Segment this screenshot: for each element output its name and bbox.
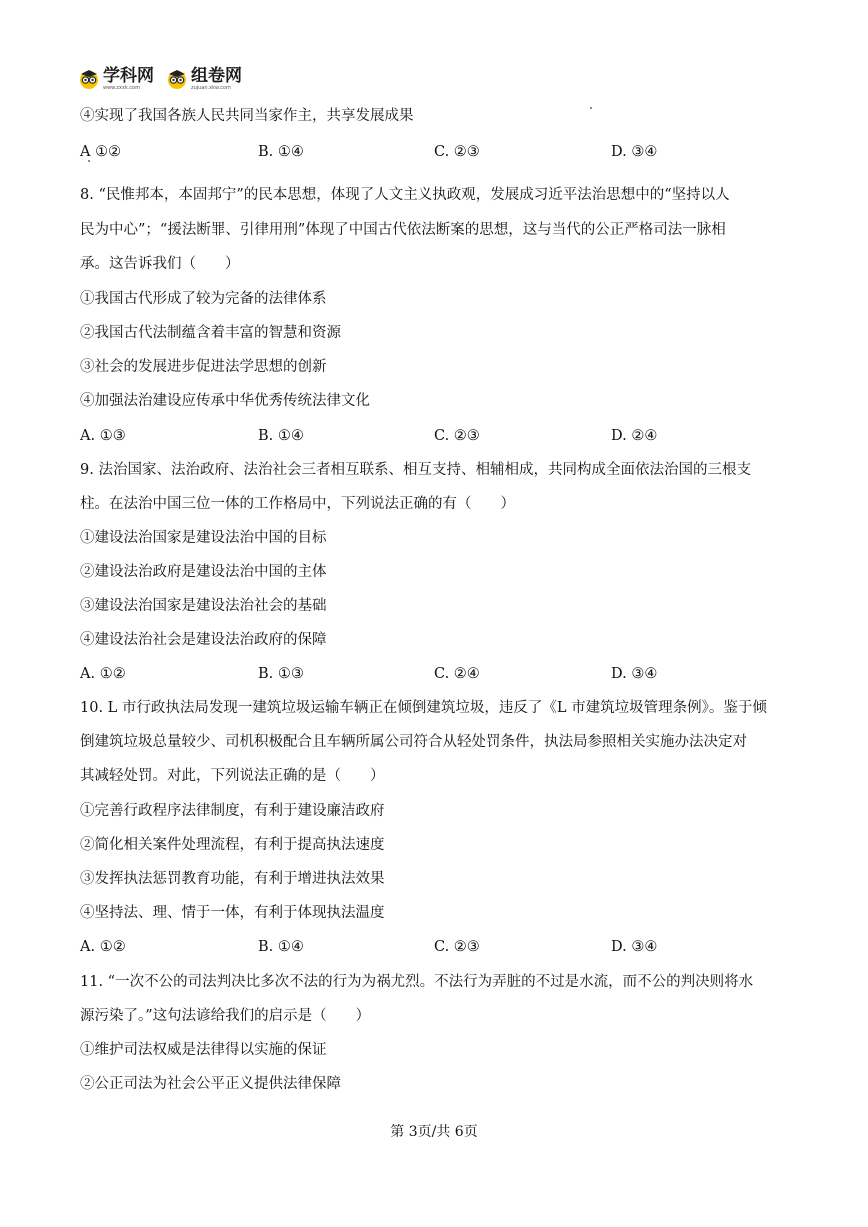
q11-stem-line-1: 11. “一次不公的司法判决比多次不法的行为为祸尤烈。不法行为弄脏的不过是水流，而不公的判决则将水	[80, 974, 754, 990]
q8-stem-line-1: 8. “民惟邦本，本固邦宁”的民本思想，体现了人文主义执政观，发展成习近平法治思想中的“坚持以人	[80, 187, 730, 203]
q10-option-d[interactable]: D. ③④	[611, 939, 658, 955]
q9-option-b[interactable]: B. ①③	[258, 666, 304, 682]
q8-statement-3: ③社会的发展进步促进法学思想的创新	[80, 359, 327, 375]
q8-option-d[interactable]: D. ②④	[611, 428, 658, 444]
q9-stem-line-1: 9. 法治国家、法治政府、法治社会三者相互联系、相互支持、相辅相成，共同构成全面依法治国的三根支	[80, 462, 751, 478]
q10-option-c[interactable]: C. ②③	[434, 939, 480, 955]
q7-option-c[interactable]: C. ②③	[434, 144, 480, 160]
q8-option-b[interactable]: B. ①④	[258, 428, 304, 444]
stray-dot	[590, 107, 592, 109]
q7-option-d[interactable]: D. ③④	[611, 144, 658, 160]
q7-statement-4: ④实现了我国各族人民共同当家作主，共享发展成果	[80, 108, 414, 124]
logo-xuekewang[interactable]	[78, 65, 154, 91]
q9-statement-3: ③建设法治国家是建设法治社会的基础	[80, 598, 327, 614]
q9-option-c[interactable]: C. ②④	[434, 666, 480, 682]
q11-statement-1: ①维护司法权威是法律得以实施的保证	[80, 1042, 327, 1058]
q10-stem-line-3: 其减轻处罚。对此，下列说法正确的是（ ）	[80, 768, 385, 784]
q8-statement-2: ②我国古代法制蕴含着丰富的智慧和资源	[80, 325, 341, 341]
logo2-name: 组卷网	[191, 65, 242, 86]
q10-stem-line-1: 10. L 市行政执法局发现一建筑垃圾运输车辆正在倾倒建筑垃圾，违反了《L 市建筑垃圾管理条例》。鉴于倾	[80, 700, 767, 716]
logo1-name: 学科网	[103, 65, 154, 86]
q8-stem-line-3: 承。这告诉我们（ ）	[80, 256, 240, 272]
logo-zujuanwang[interactable]	[166, 65, 242, 91]
q10-option-b[interactable]: B. ①④	[258, 939, 304, 955]
q8-statement-1: ①我国古代形成了较为完备的法律体系	[80, 291, 327, 307]
q9-statement-2: ②建设法治政府是建设法治中国的主体	[80, 564, 327, 580]
q7-option-a[interactable]: A ①②	[80, 144, 122, 160]
q8-statement-4: ④加强法治建设应传承中华优秀传统法律文化	[80, 393, 370, 409]
q9-statement-4: ④建设法治社会是建设法治政府的保障	[80, 632, 327, 648]
q10-statement-2: ②简化相关案件处理流程，有利于提高执法速度	[80, 837, 385, 853]
q8-stem-line-2: 民为中心”；“援法断罪、引律用刑”体现了中国古代依法断案的思想，这与当代的公正严格司法一脉相	[80, 222, 726, 238]
q8-option-c[interactable]: C. ②③	[434, 428, 480, 444]
q10-statement-4: ④坚持法、理、情于一体，有利于体现执法温度	[80, 905, 385, 921]
q10-option-a[interactable]: A. ①②	[80, 939, 126, 955]
q9-statement-1: ①建设法治国家是建设法治中国的目标	[80, 530, 327, 546]
owl-logo-icon	[166, 68, 188, 90]
q9-option-d[interactable]: D. ③④	[611, 666, 658, 682]
header-logos	[78, 64, 242, 94]
q10-statement-1: ①完善行政程序法律制度，有利于建设廉洁政府	[80, 803, 385, 819]
q10-statement-3: ③发挥执法惩罚教育功能，有利于增进执法效果	[80, 871, 385, 887]
owl-logo-icon	[78, 68, 100, 90]
q11-stem-line-2: 源污染了。”这句法谚给我们的启示是（ ）	[80, 1008, 371, 1024]
q11-statement-2: ②公正司法为社会公平正义提供法律保障	[80, 1076, 341, 1092]
q8-option-a[interactable]: A. ①③	[80, 428, 126, 444]
q9-stem-line-2: 柱。在法治中国三位一体的工作格局中，下列说法正确的有（ ）	[80, 496, 515, 512]
q9-option-a[interactable]: A. ①②	[80, 666, 126, 682]
page-number: 第 3页/共 6页	[390, 1124, 478, 1140]
q7-option-b[interactable]: B. ①④	[258, 144, 304, 160]
logo1-url: www.zxxk.com	[103, 84, 141, 91]
logo2-url: zujuan.xkw.com	[191, 84, 231, 91]
q10-stem-line-2: 倒建筑垃圾总量较少、司机积极配合且车辆所属公司符合从轻处罚条件，执法局参照相关实施办法决定对	[80, 734, 747, 750]
